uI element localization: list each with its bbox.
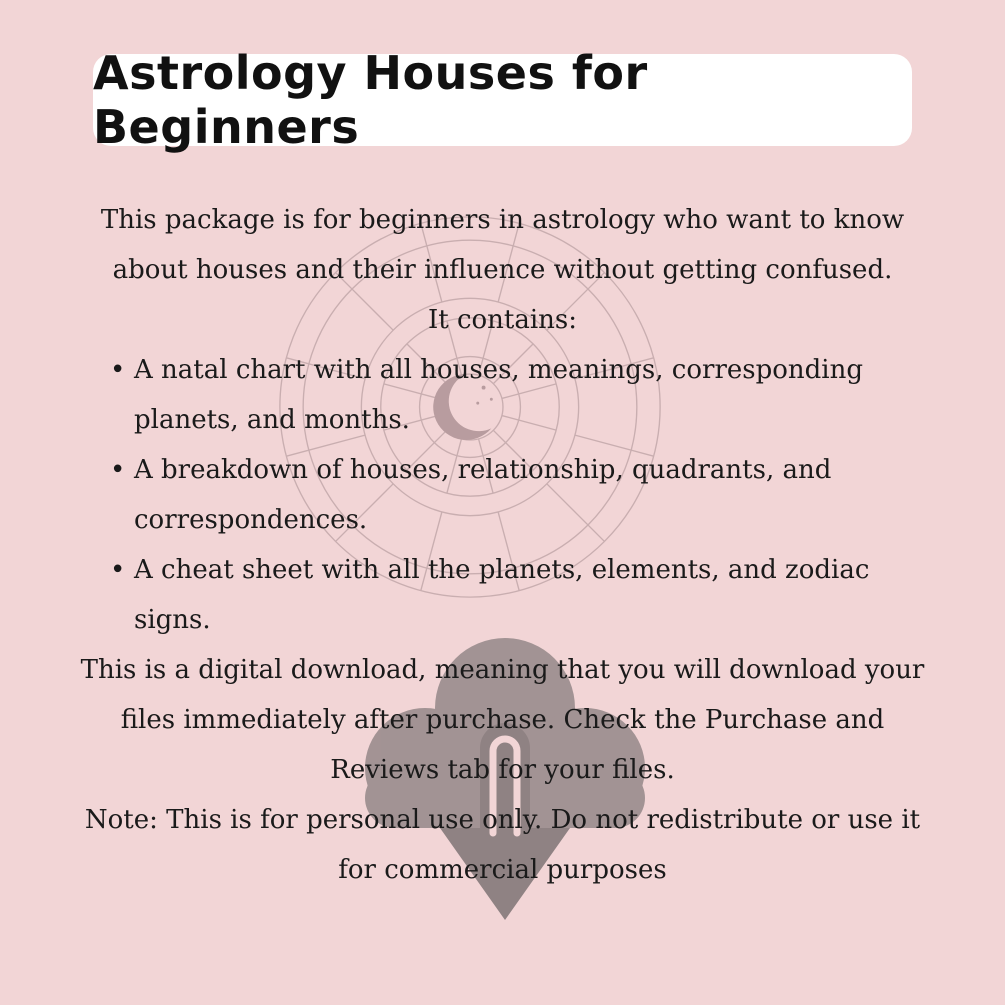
outro-line: for commercial purposes bbox=[338, 855, 667, 885]
list-item: • A natal chart with all houses, meanings, corresponding planets, and months. bbox=[110, 345, 910, 445]
intro-line: This package is for beginners in astrology who want to know bbox=[100, 205, 905, 235]
intro-line: It contains: bbox=[427, 305, 578, 335]
outro-line: Reviews tab for your files. bbox=[330, 755, 675, 785]
intro-line: about houses and their influence without getting confused. bbox=[112, 255, 893, 285]
contents-list bbox=[110, 345, 910, 645]
outro-line: Note: This is for personal use only. Do not redistribute or use it bbox=[84, 805, 921, 835]
outro-line: This is a digital download, meaning that you will download your bbox=[80, 655, 925, 685]
download-note bbox=[80, 645, 925, 895]
list-item: • A breakdown of houses, relationship, quadrants, and correspondences. bbox=[110, 445, 910, 545]
page-title: Astrology Houses for Beginners bbox=[93, 46, 648, 154]
list-item: • A cheat sheet with all the planets, elements, and zodiac signs. bbox=[110, 545, 910, 645]
outro-line: files immediately after purchase. Check the Purchase and bbox=[120, 705, 885, 735]
intro-text bbox=[80, 195, 925, 345]
title-banner bbox=[93, 46, 912, 154]
